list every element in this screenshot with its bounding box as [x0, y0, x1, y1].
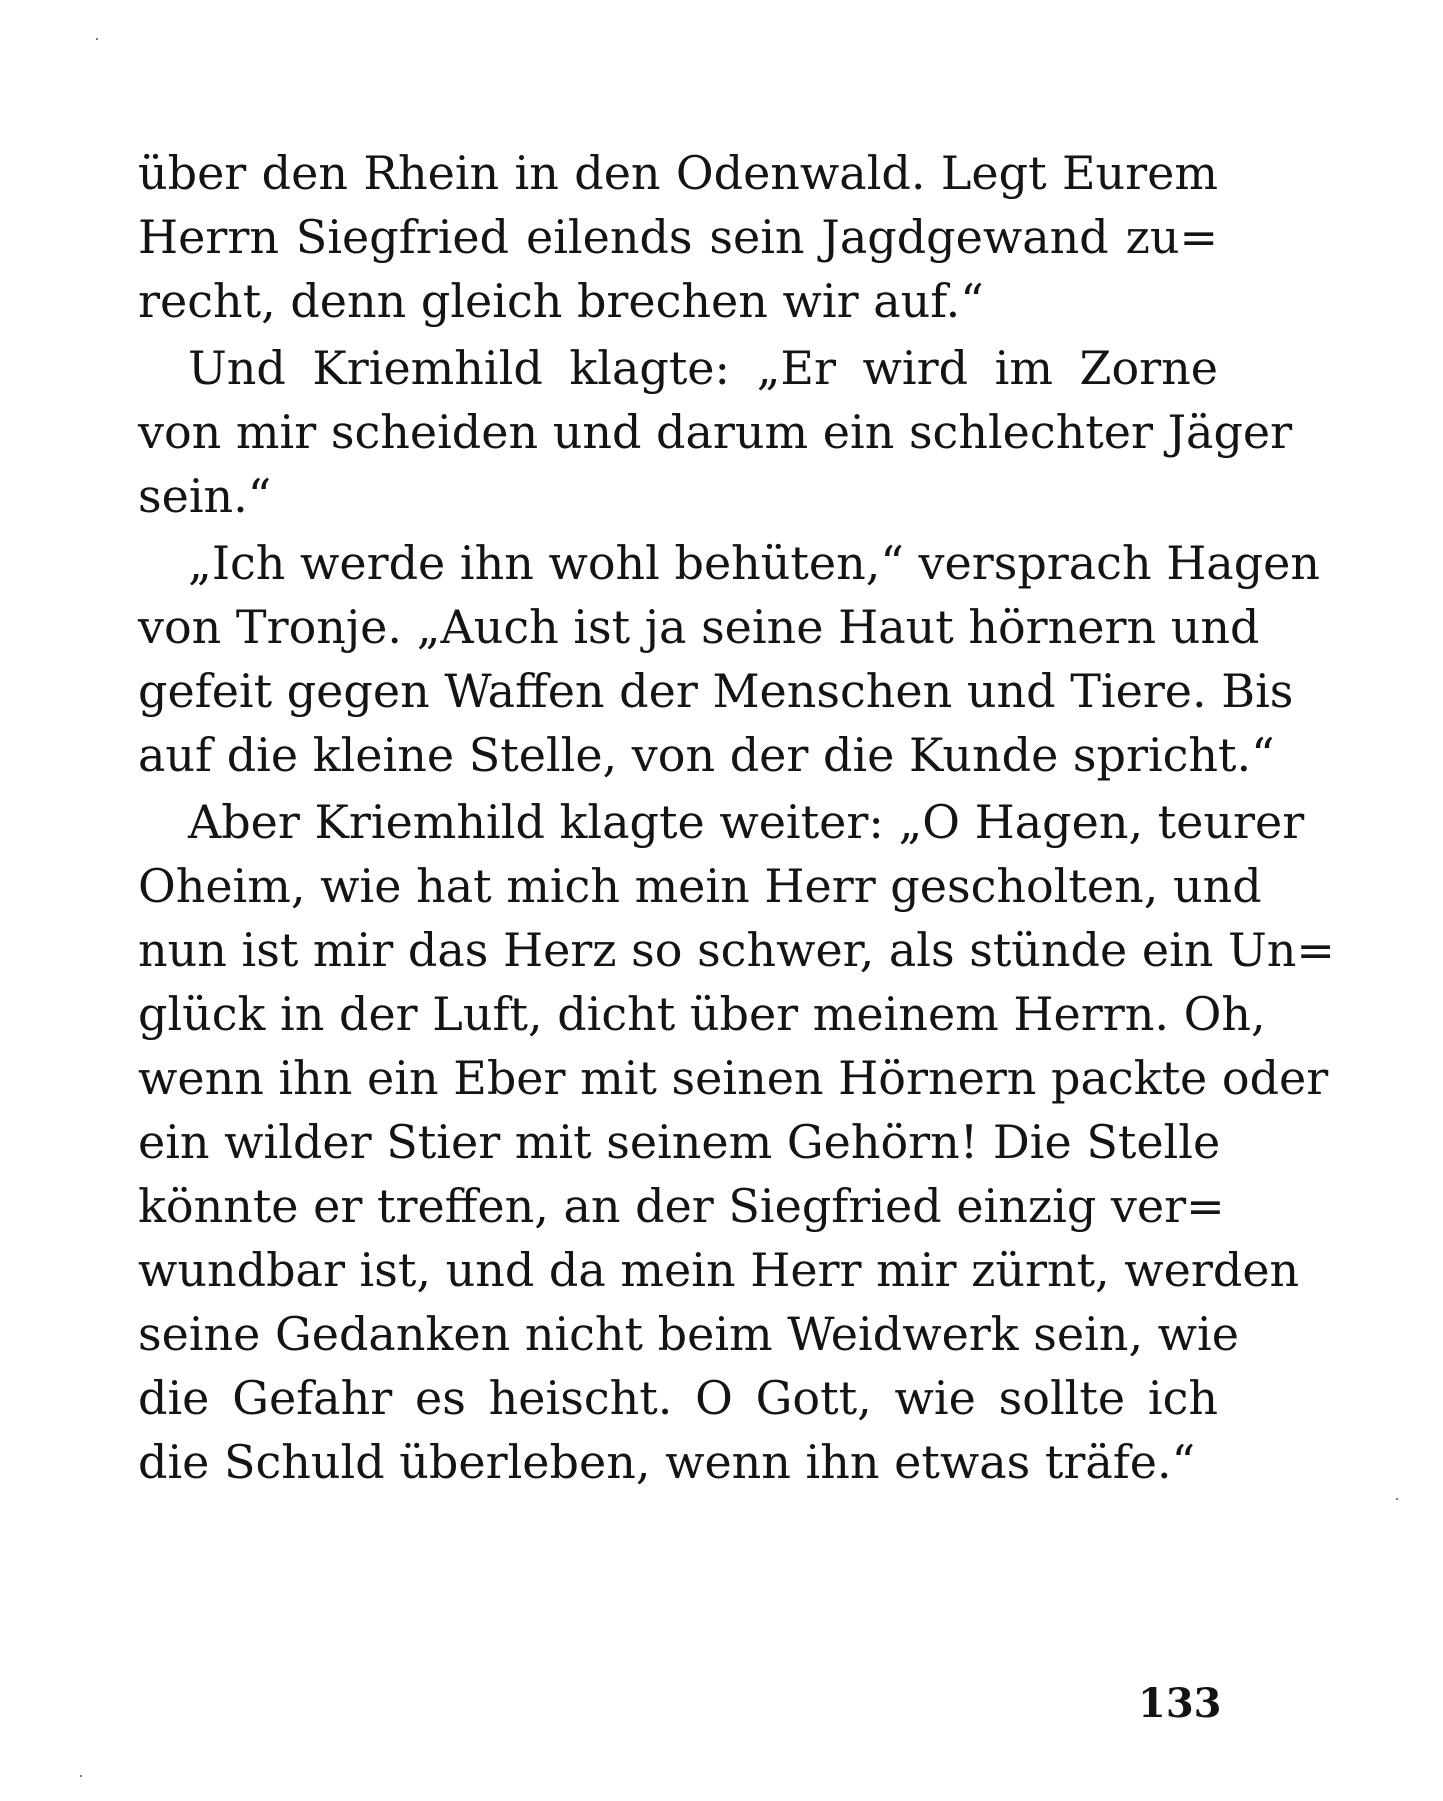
text-line: Oheim, wie hat mich mein Herr gescholten, und	[138, 859, 1262, 913]
text-line: von mir scheiden und darum ein schlechter Jäger	[138, 405, 1293, 459]
text-line: die Gefahr es heischt. O Gott, wie sollte ich	[138, 1371, 1218, 1425]
text-line: seine Gedanken nicht beim Weidwerk sein, wie	[138, 1307, 1239, 1361]
text-line: sein.“	[138, 469, 272, 523]
text-line: Und Kriemhild klagte: „Er wird im Zorne	[188, 341, 1218, 395]
text-line: auf die kleine Stelle, von der die Kunde spricht.“	[138, 728, 1275, 782]
text-line: über den Rhein in den Odenwald. Legt Eurem	[138, 146, 1218, 200]
text-line: gefeit gegen Waffen der Menschen und Tiere. Bis	[138, 664, 1294, 718]
text-line: könnte er treffen, an der Siegfried einzig ver=	[138, 1179, 1225, 1233]
paper-speck	[96, 38, 98, 40]
text-line: „Ich werde ihn wohl behüten,“ versprach Hagen	[188, 536, 1321, 590]
text-line: nun ist mir das Herz so schwer, als stünde ein Un=	[138, 923, 1335, 977]
page-number: 133	[1138, 1680, 1222, 1727]
paper-speck	[80, 1775, 82, 1777]
text-line: Aber Kriemhild klagte weiter: „O Hagen, teurer	[188, 795, 1305, 849]
text-line: wenn ihn ein Eber mit seinen Hörnern packte oder	[138, 1051, 1329, 1105]
text-line: recht, denn gleich brechen wir auf.“	[138, 274, 984, 328]
paper-speck	[1396, 1498, 1398, 1500]
text-line: ein wilder Stier mit seinem Gehörn! Die Stelle	[138, 1115, 1221, 1169]
text-line: wundbar ist, und da mein Herr mir zürnt, werden	[138, 1243, 1300, 1297]
text-line: glück in der Luft, dicht über meinem Herrn. Oh,	[138, 987, 1266, 1041]
text-line: die Schuld überleben, wenn ihn etwas träfe.“	[138, 1435, 1196, 1489]
text-line: Herrn Siegfried eilends sein Jagdgewand zu=	[138, 210, 1218, 264]
text-line: von Tronje. „Auch ist ja seine Haut hörnern und	[138, 600, 1260, 654]
